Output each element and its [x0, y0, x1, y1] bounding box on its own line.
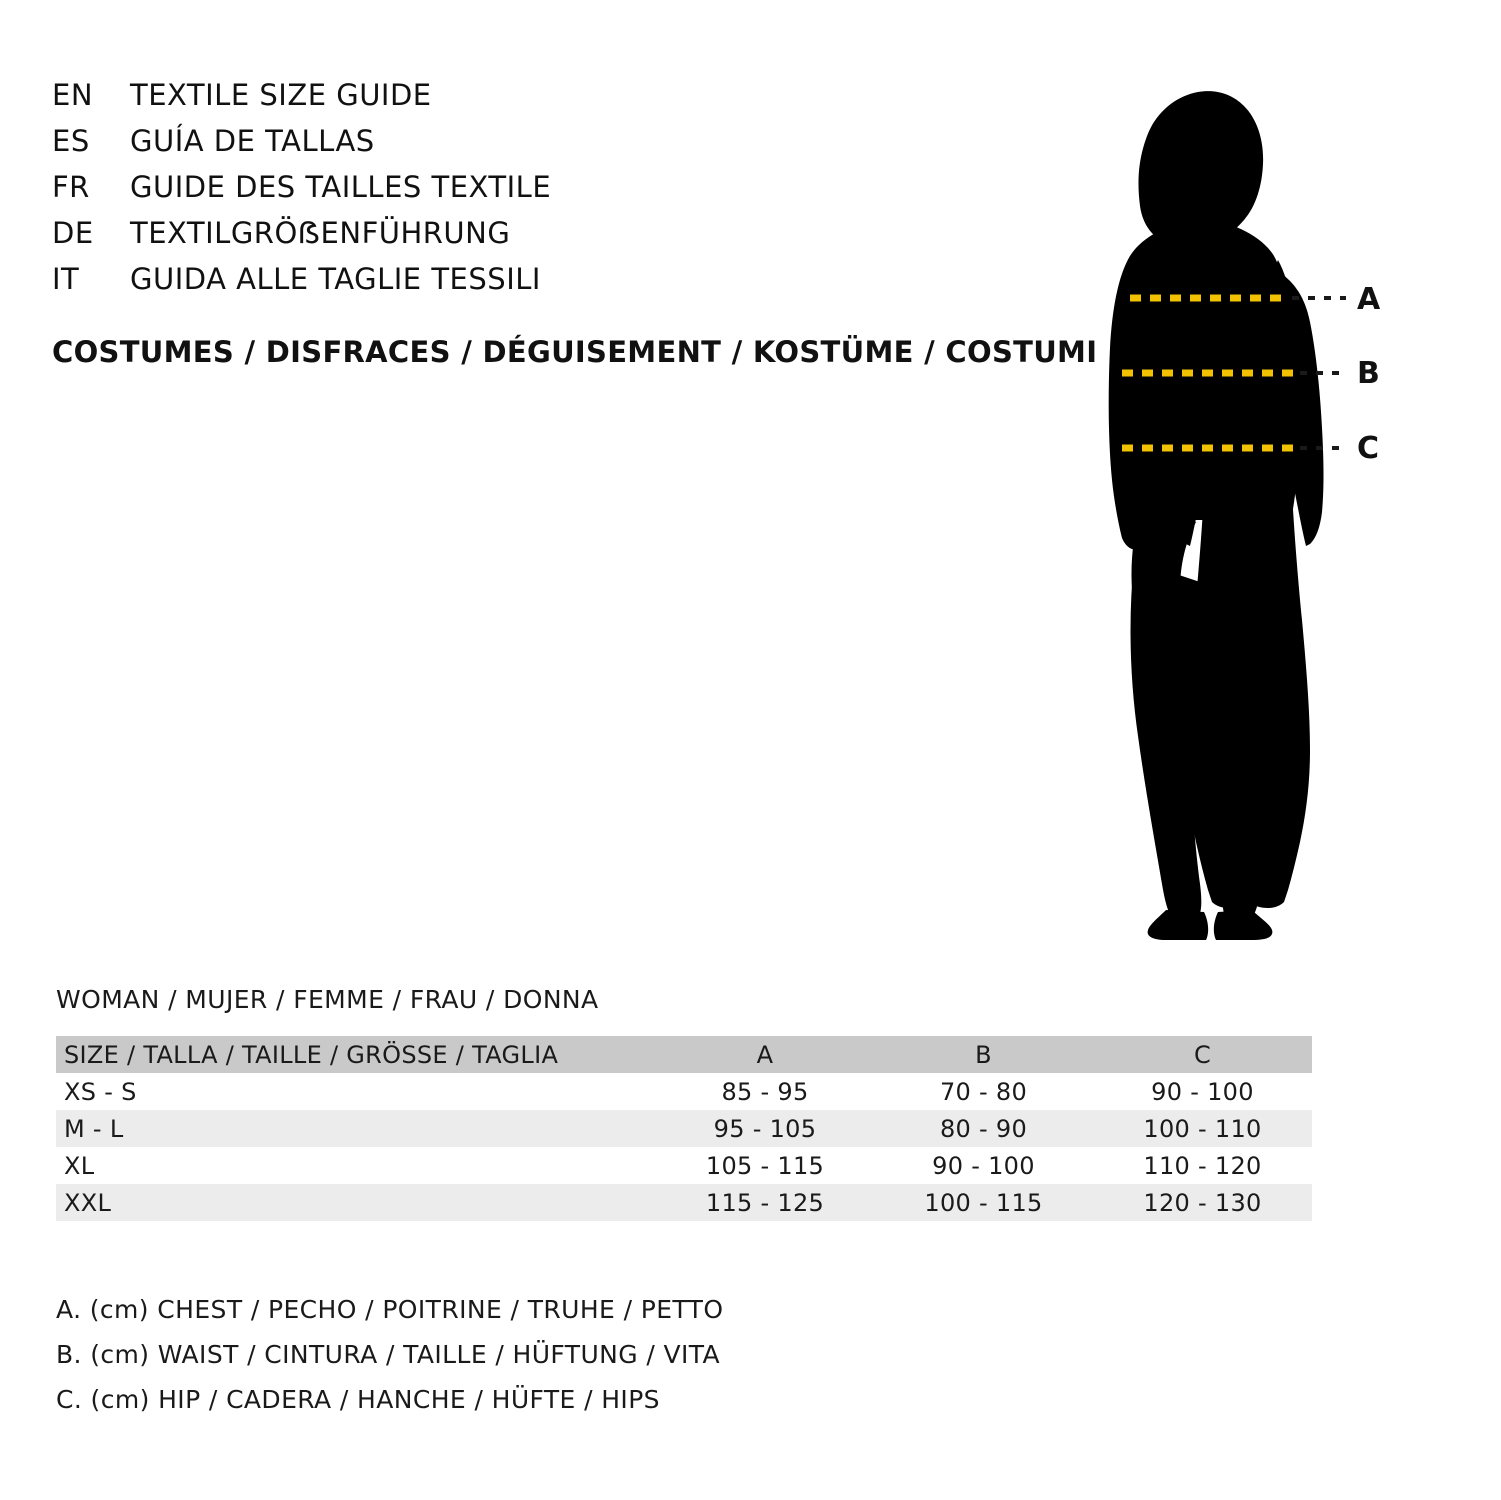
measure-label-b: B — [1357, 356, 1381, 391]
measurement-legend — [56, 1295, 723, 1430]
cell-a: 85 - 95 — [721, 1077, 809, 1106]
language-code-fr: FR — [52, 170, 90, 204]
language-header-block — [52, 78, 1052, 308]
language-text-it: GUIDA ALLE TAGLIE TESSILI — [130, 262, 541, 296]
cell-a: 95 - 105 — [713, 1114, 817, 1143]
column-header-size: SIZE / TALLA / TAILLE / GRÖSSE / TAGLIA — [64, 1040, 559, 1069]
table-title: WOMAN / MUJER / FEMME / FRAU / DONNA — [56, 985, 599, 1014]
legend-line-b: B. (cm) WAIST / CINTURA / TAILLE / HÜFTUNG / VITA — [56, 1340, 721, 1369]
language-text-fr: GUIDE DES TAILLES TEXTILE — [130, 170, 552, 204]
language-text-en: TEXTILE SIZE GUIDE — [130, 78, 432, 112]
language-row-es — [52, 124, 1052, 170]
legend-line-c: C. (cm) HIP / CADERA / HANCHE / HÜFTE / HIPS — [56, 1385, 660, 1414]
cell-a: 115 - 125 — [705, 1188, 825, 1217]
table-row — [56, 1184, 1312, 1221]
cell-c: 90 - 100 — [1151, 1077, 1254, 1106]
column-header-c: C — [1193, 1040, 1212, 1069]
cell-c: 120 - 130 — [1143, 1188, 1262, 1217]
table-body — [56, 1073, 1312, 1221]
cell-size: XS - S — [64, 1077, 137, 1106]
language-code-it: IT — [52, 262, 80, 296]
table-row — [56, 1073, 1312, 1110]
cell-b: 90 - 100 — [932, 1151, 1035, 1180]
language-text-es: GUÍA DE TALLAS — [130, 124, 375, 158]
cell-c: 100 - 110 — [1143, 1114, 1262, 1143]
figure-diagram — [1030, 60, 1460, 940]
table-header-row — [56, 1036, 1312, 1073]
column-header-a: A — [756, 1040, 774, 1069]
cell-b: 80 - 90 — [939, 1114, 1028, 1143]
costumes-subtitle: COSTUMES / DISFRACES / DÉGUISEMENT / KOSTÜME / COSTUMI — [52, 335, 1098, 369]
language-row-fr — [52, 170, 1052, 216]
language-row-it — [52, 262, 1052, 308]
cell-b: 100 - 115 — [924, 1188, 1043, 1217]
cell-c: 110 - 120 — [1143, 1151, 1262, 1180]
language-row-de — [52, 216, 1052, 262]
legend-line-a: A. (cm) CHEST / PECHO / POITRINE / TRUHE / PETTO — [56, 1295, 724, 1324]
table-row — [56, 1110, 1312, 1147]
language-code-en: EN — [52, 78, 94, 112]
table-row — [56, 1147, 1312, 1184]
language-code-de: DE — [52, 216, 94, 250]
cell-size: XXL — [64, 1188, 112, 1217]
language-row-en — [52, 78, 1052, 124]
cell-a: 105 - 115 — [705, 1151, 825, 1180]
language-text-de: TEXTILGRÖẞENFÜHRUNG — [130, 216, 511, 250]
cell-b: 70 - 80 — [939, 1077, 1028, 1106]
cell-size: M - L — [64, 1114, 124, 1143]
size-table — [56, 1036, 1312, 1221]
measure-label-a: A — [1357, 282, 1381, 317]
measure-label-c: C — [1357, 431, 1380, 466]
column-header-b: B — [975, 1040, 992, 1069]
table-header — [56, 1036, 1312, 1073]
language-code-es: ES — [52, 124, 90, 158]
cell-size: XL — [64, 1151, 95, 1180]
woman-silhouette-icon — [1030, 60, 1460, 940]
